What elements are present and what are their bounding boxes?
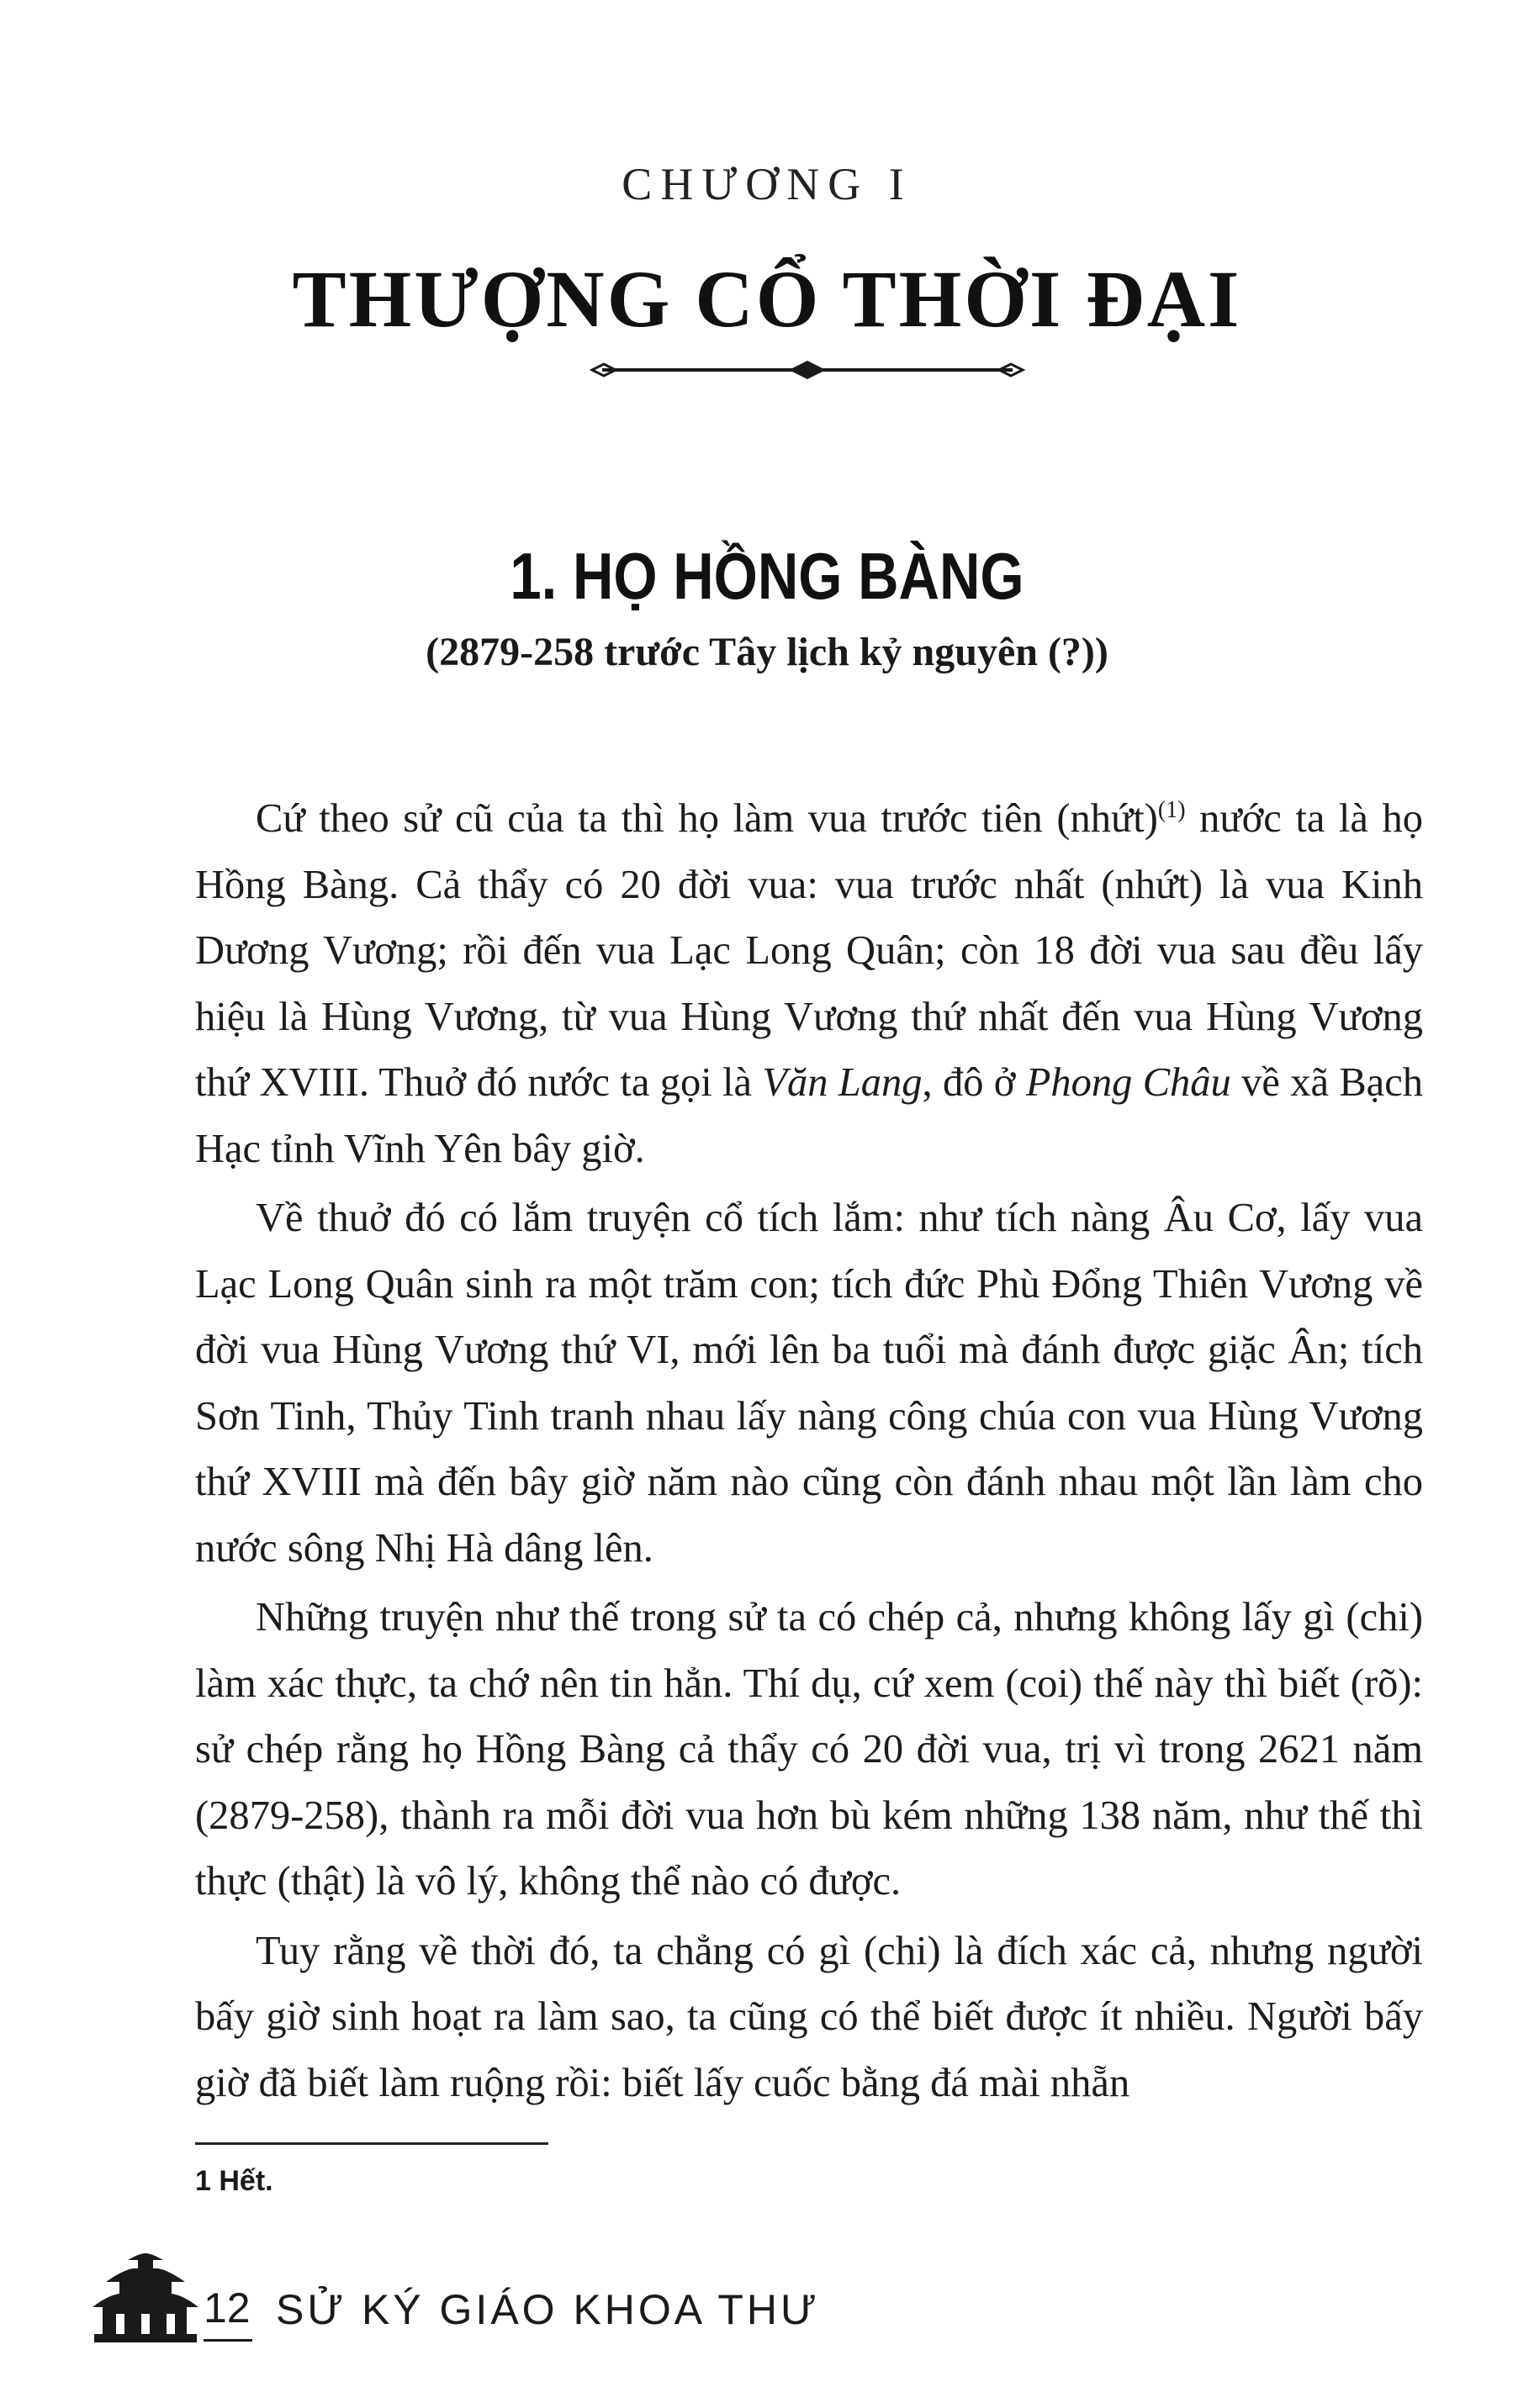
ornamental-divider-icon — [589, 353, 1026, 387]
running-head: SỬ KÝ GIÁO KHOA THƯ — [276, 2286, 820, 2333]
paragraph-4: Tuy rằng về thời đó, ta chẳng có gì (chi) là đích xác cả, nhưng người bấy giờ sinh hoạt ra làm sao, ta cũng có thể biết được ít nhiều. Người bấy giờ đã biết làm ruộng rồi: biết lấy cuốc bằng đá mài nhẵn — [195, 1928, 1423, 2105]
temple-pagoda-icon — [91, 2253, 200, 2346]
paragraph-2: Về thuở đó có lắm truyện cổ tích lắm: như tích nàng Âu Cơ, lấy vua Lạc Long Quân sinh ra một trăm con; tích đức Phù Đổng Thiên Vương về đời vua Hùng Vương thứ VI, mới lên ba tuổi mà đánh được giặc Ân; tích Sơn Tinh, Thủy Tinh tranh nhau lấy nàng công chúa con vua Hùng Vương thứ XVIII mà đến bây giờ năm nào cũng còn đánh nhau một lần làm cho nước sông Nhị Hà dâng lên. — [195, 1196, 1423, 1571]
footnote-reference: (1) — [1157, 796, 1186, 823]
page-footer — [91, 2253, 1016, 2346]
chapter-label: CHƯƠNG I — [622, 159, 912, 209]
footnote-rule — [195, 2142, 548, 2145]
page-number: 12 — [204, 2284, 251, 2331]
paragraph-3: Những truyện như thế trong sử ta có chép cả, nhưng không lấy gì (chi) làm xác thực, ta chớ nên tin hẳn. Thí dụ, cứ xem (coi) thế này thì biết (rõ): sử chép rằng họ Hồng Bàng cả thẩy có 20 đời vua, trị vì trong 2621 năm (2879-258), thành ra mỗi đời vua hơn bù kém những 138 năm, như thế thì thực (thật) là vô lý, không thể nào có được. — [195, 1595, 1423, 1904]
section-title: 1. HỌ HỒNG BÀNG — [510, 539, 1024, 613]
page-number-underline — [204, 2339, 252, 2342]
paragraph-1 — [195, 786, 1423, 1182]
place-name-phong-chau: Phong Châu — [1025, 1060, 1231, 1105]
paragraph-1-text-c: , đô ở — [922, 1060, 1026, 1105]
place-name-van-lang: Văn Lang — [762, 1060, 923, 1105]
body-text — [195, 786, 1423, 2116]
paragraph-1-text-d: về xã Bạch Hạc tỉnh Vĩnh Yên bây giờ. — [195, 1060, 1423, 1171]
paragraph-1-text-a: Cứ theo sử cũ của ta thì họ làm vua trước tiên (nhứt) — [256, 796, 1158, 841]
footnote: 1 Hết. — [195, 2165, 273, 2197]
section-subtitle: (2879-258 trước Tây lịch kỷ nguyên (?)) — [426, 630, 1108, 674]
paragraph-1-text-b: nước ta là họ Hồng Bàng. Cả thẩy có 20 đời vua: vua trước nhất (nhứt) là vua Kinh Dương Vương; rồi đến vua Lạc Long Quân; còn 18 đời vua sau đều lấy hiệu là Hùng Vương, từ vua Hùng Vương thứ nhất đến vua Hùng Vương thứ XVIII. Thuở đó nước ta gọi là — [195, 796, 1423, 1105]
chapter-title: THƯỢNG CỔ THỜI ĐẠI — [292, 254, 1242, 344]
